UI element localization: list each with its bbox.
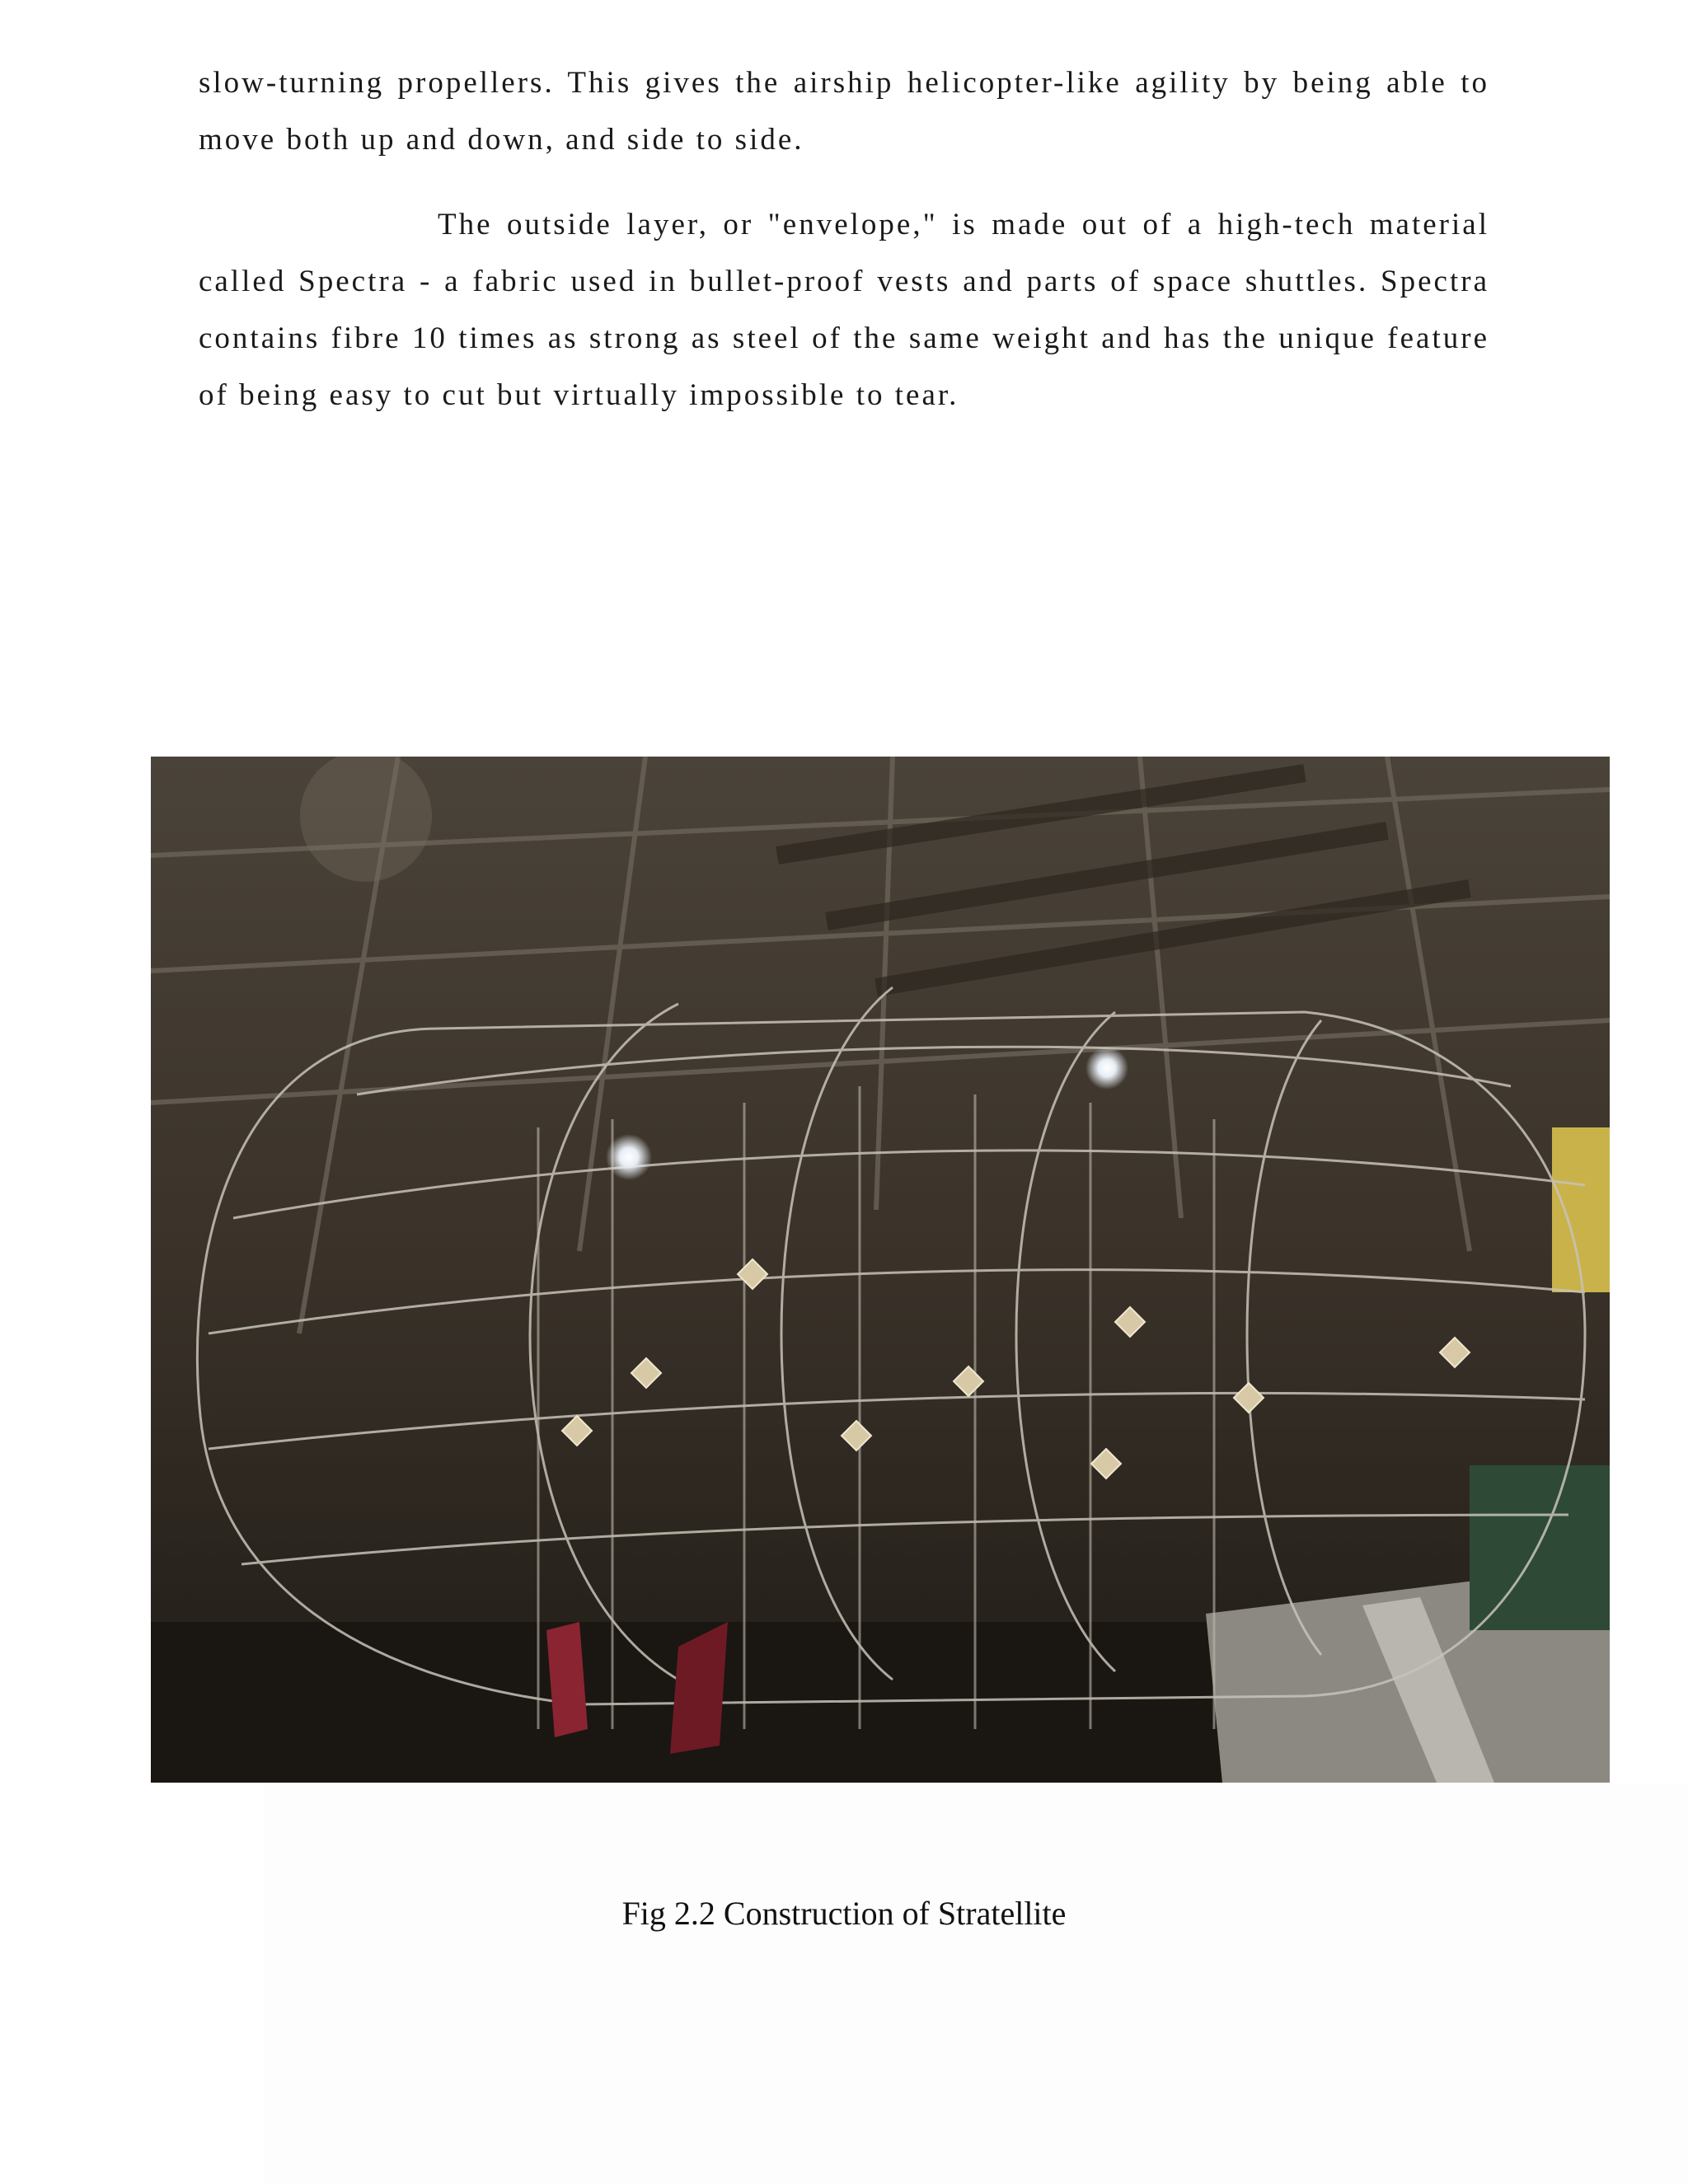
page-background-shade [264,1784,1688,2184]
body-paragraph-2: The outside layer, or "envelope," is made out of a high-tech material called Spectra - a fabric used in bullet-proof vests and parts of space shuttles. Spectra contains fibre 10 times as strong as steel of the same weight and has the unique feature of being easy to cut but virtually impossible to tear. [199,208,1489,412]
body-paragraph-1: slow-turning propellers. This gives the airship helicopter-like agility by being able to move both up and down, and side to side. [199,66,1489,157]
figure-photo-stratellite-frame [151,757,1610,1783]
figure-caption: Fig 2.2 Construction of Stratellite [621,1895,1067,1932]
